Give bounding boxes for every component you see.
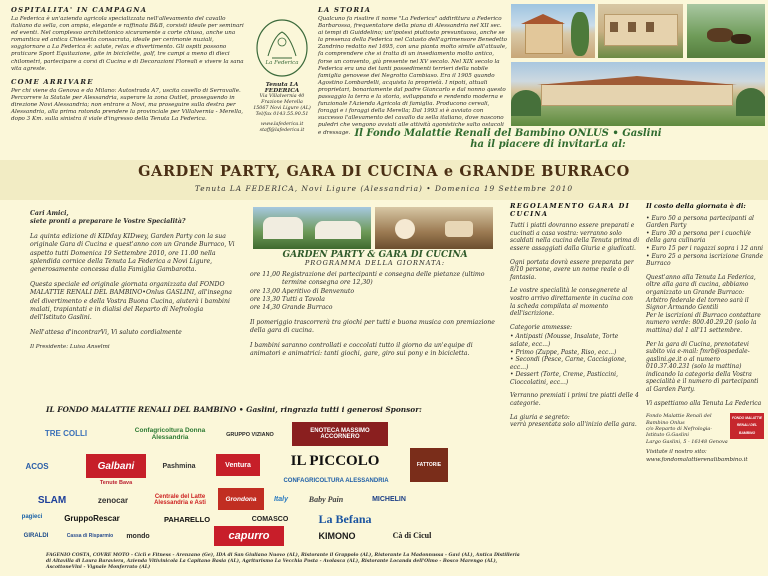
sponsor-logo: Baby Pain [308, 494, 344, 504]
sponsors-title: IL FONDO MALATTIE RENALI DEL BAMBINO • Gaslini, ringrazia tutti i generosi Sponsor: [46, 405, 422, 414]
sponsor-logo: ACOS [25, 461, 49, 471]
costo-title: Il costo della giornata è di: [646, 202, 746, 210]
letter-paragraph-1: La quinta edizione di KIDday KIDwey, Garden Party con la sua originale Gara di Cucina e quest'anno con un Grande Burraco, Vi aspetto tutti Domenica 19 Settembre 2010, ore 11.00 nella splendida cornice della Tenuta La Federica a Novi Ligure, generosamente concessa dalla Famiglia Gambarotta. [30, 232, 235, 274]
sponsor-logo: PAHARELLO [163, 514, 211, 524]
costo-item: • Euro 25 a persona iscrizione Grande Burraco [646, 252, 764, 268]
sponsor-logo: FATTORIE [410, 448, 448, 482]
letter-greeting: Cari Amici, siete pronti a preparare le Vostre Specialità? [30, 210, 186, 226]
categorie-list [510, 333, 640, 386]
come-arrivare-text: Per chi viene da Genova e da Milano: Autostrada A7, uscita casello di Serravalle. Percorrere la Statale per Alessandria, superare la zona Outlet, proseguendo in direzione Novi Alessandria; non entrare a Novi, ma proseguire sulla destra per Alessandria, alla prima rotonda prendere la provinciale per Villalvernia - Merella, dopo 3 Km. sulla sinistra il viale d'ingresso della Tenuta La Federica. [11, 87, 244, 123]
schedule-row: ore 11,00 Registrazione dei partecipanti e consegna delle pietanze (ultimo termine consegna ore 12,30) [250, 270, 485, 287]
sponsor-logo: Tenute Bava [99, 480, 133, 486]
sponsor-logo: GRUPPO VIZIANO [226, 432, 274, 438]
categoria-item: • Primo (Zuppe, Paste, Riso, ecc...) [510, 348, 617, 356]
sponsor-logo: capurro [214, 526, 284, 546]
sponsor-logo: Centrale del Latte Alessandria e Asti [154, 494, 206, 506]
sponsor-logo: CONFAGRICOLTURA ALESSANDRIA [283, 478, 389, 484]
ospitalita-text: La Federica è un'azienda agricola specializzata nell'allevamento del cavallo italiano da sella, con ampia, elegante e raffinata B&B, corsisti ideale per seminari ed eventi. Nel complesso architettonico sicuramente a corte chiusa, anche una romantica ed antica Chiesetta consacrata, ideale per cerimonie nuziali, soggiornare a La Federica è: salute, relax e divertimento. Gli ospiti possono praticare Sport Equitazione, gite in biciclette, golf, tre campi a meno di dieci chilometri, partecipare a corsi di Cucina e di Decorazioni Floreali e vivere la sana vita agreste. [11, 16, 244, 72]
photo-courtyard [598, 4, 683, 58]
top-left-panel [11, 6, 245, 123]
photo-chapel [511, 4, 595, 58]
regolamento-paragraph-5: La giuria e segreto: verrà presentata solo all'inizio della gara. [510, 413, 637, 429]
categoria-item: • Secondi (Pesce, Carne, Cacciagione, ecc...) [510, 356, 627, 371]
logo-text: La Federica [265, 60, 299, 66]
fondo-address: Fondo Malattie Renali del Bambino Onlus c/o Reparto di Nefrologia-Istituto G.Gaslini Largo Gaslini, 5 - 16148 Genova [646, 413, 728, 445]
program-paragraph-1: Il pomeriggio trascorrerà tra giochi per tutti e buona musica con premiazione della gara di cucina. [250, 318, 495, 335]
costo-item: • Euro 50 a persona partecipanti al Garden Party [646, 214, 754, 230]
letter-panel [30, 210, 240, 358]
sponsor-logo: ENOTECA MASSIMO ACCORNERO [292, 422, 388, 446]
regolamento-title: REGOLAMENTO GARA DI CUCINA [510, 202, 631, 218]
photo-cooking [375, 207, 493, 249]
letter-signature: Il Presidente: Luisa Anselmi [30, 344, 110, 351]
costo-list [646, 215, 764, 268]
website-line[interactable]: Visitate il nostro sito: www.fondomalattierenalibambino.it [646, 449, 748, 463]
schedule-row: ore 13,30 Tutti a Tavola [250, 296, 325, 304]
storia-panel [318, 6, 508, 137]
contact-phone: Tel/fax 0143.55.90.51 [255, 112, 309, 117]
categoria-item: • Antipasti (Mousse, Insalate, Torte salate, ecc...) [510, 333, 619, 348]
regolamento-panel [510, 203, 640, 435]
prenotazione-paragraph: Per la gara di Cucina, prenotatevi subito via e-mail: fmrb@ospedale-gaslini.ge.it o al numero 010.37.40.231 (solo la mattina) indicando la categoria della Vostra specialità e il numero di partecipanti al Garden Party. [646, 340, 759, 394]
event-subtitle: Tenuta LA FEDERICA, Novi Ligure (Alessandria) • Domenica 19 Settembre 2010 [194, 184, 574, 193]
sponsor-logo: GIRALDI [23, 533, 49, 539]
sponsor-logo: TRE COLLI [44, 428, 88, 438]
invite-header [250, 128, 766, 150]
program-paragraph-2: I bambini saranno controllati e coccolati tutto il giorno da un'equipe di animatori e animatrici: tanti giochi, gare, giro sui pony e in bicicletta. [250, 341, 473, 358]
sponsor-logo: Ventura [216, 454, 260, 476]
sponsor-logo: mondo [126, 532, 150, 540]
contact-address-2: Frazione Merella [261, 100, 303, 105]
regolamento-paragraph-2: Ogni portata dovrà essere preparata per 8/10 persone, avere un nome reale o di fantasia. [510, 258, 634, 281]
letter-closing: Nell'attesa d'incontrarVi, Vi saluto cordialmente [30, 328, 182, 336]
sponsor-logo: Cà di Cicul [392, 530, 432, 540]
letter-paragraph-2: Questa speciale ed originale giornata organizzata dal FONDO MALATTIE RENALI DEL BAMBINO•Onlus GASLINI, all'insegna del divertimento e della Vostra Buona Cucina, aiuterà i bambini malati, trapiantati e in dialisi del Reparto di Nefrologia dell'Istituto Gaslini. [30, 280, 232, 322]
sponsor-logo: Italy [273, 495, 288, 503]
storia-text: Qualcuno fa risalire il nome "La Federica" addirittura a Federico Barbarossa, frequentatore della piana di Alessandria nel XII sec. ai tempi di Guiddelino; un'ipotesi piuttosto presuntuosa, anche se la presenza della Federica nel Catasto dell'agrimensore Benedetto Zandrino redatto nel 1695, con una pianta molto simile all'attuale, fa comprendere che si tratta di un insediamento molto antico, forse un convento, già presente nel XV secolo. Nel XIX secolo la Federica era una dei tanti possedimenti terrieri della nobile famiglia genovese dei Negrotto Cambiaso. Era il 1905 quando Agostino Lombardelli, acquista la proprietà. I nipoti, attuali proprietari, bonariamente dal padre Giancarlo e dal nonno questo passaggio la terra e la storia, sviluppando e rendendo moderna e funzionale l'Azienda Agricola di famiglia. Producono cereali, foraggi e i foraggi della Merella; Dal 1993 si è avviato con successo l'allevamento del cavallo da sella italiano, dove nascono puledri che vengono avviati alle attività agonistiche salto ostacoli e dressage. [318, 16, 508, 136]
photo-estate-panorama [511, 62, 765, 126]
sponsor-logo: SLAM [37, 494, 67, 506]
sponsors-footer: FAGENIO COSTA, COVRE MOTO - Ciclì e Fitness - Arenzano (Ge), IDA di San Giuliano Nuovo (AL), Ristorante il Grappolo (AL), Ristorante La Madonnussa - Gavi (AL), Antica Distilleria di Altavilla di Laura Baraviera, Azienda Vitivinicola La Capitano Basia (AL), Agriturismo La Vecchia Posta - Avolasca (AL), Ristorante Locanda dell'Olmo - Bosco Marengo (AL), AscottoneVini - Vignale Monferrato (AL) [46, 553, 520, 570]
sponsor-logo: Galbani [86, 454, 146, 478]
sponsor-logo: COMASCO [251, 515, 289, 523]
invite-line-1: Il Fondo Malattie Renali del Bambino ONLUS • Gaslini [354, 128, 662, 139]
contact-block [248, 18, 316, 134]
program-subtitle: PROGRAMMA DELLA GIORNATA: [304, 259, 446, 268]
categoria-item: • Dessert (Torte, Creme, Pasticcini, Cioccolatini, ecc...) [510, 371, 618, 386]
photo-party [253, 207, 371, 249]
categorie-title: Categorie ammesse: [510, 323, 573, 331]
burraco-paragraph: Quest'anno alla Tenuta La Federica, oltre alla gara di cucina, abbiamo organizzato un Grande Burraco: Arbitro federale del torneo sarà il Signor Armando Gentili Per le iscrizioni di Burraco contattare numero verde: 800.40.29.20 (solo la mattina) dal 1 all'11 settembre. [646, 273, 761, 334]
la-federica-logo [254, 18, 310, 78]
sponsor-logo: La Befana [318, 511, 372, 526]
schedule-row: ore 14,30 Grande Burraco [250, 304, 333, 312]
sponsor-logo: IL PICCOLO [290, 452, 380, 469]
sponsor-logo: zenocar [97, 495, 129, 505]
sponsor-logo: Cassa di Risparmio [66, 533, 114, 539]
contact-email[interactable]: staff@lafederica.it [259, 128, 305, 133]
schedule-row: ore 13,00 Aperitivo di Benvenuto [250, 287, 355, 295]
program-title: GARDEN PARTY & GARA DI CUCINA [282, 250, 468, 260]
sponsor-logo: GruppoRescar [64, 513, 120, 523]
contact-website[interactable]: www.lafederica.it [260, 122, 304, 127]
contact-name: Tenuta LA FEDERICA [264, 82, 300, 94]
program-panel [250, 251, 500, 364]
sponsor-logo: MICHELIN [372, 495, 406, 503]
ospitalita-title: OSPITALITA' IN CAMPAGNA [11, 6, 148, 14]
contact-address-1: Via Villalvernia 40 [259, 94, 305, 99]
sponsor-logo: pagieci [21, 514, 43, 520]
storia-title: LA STORIA [318, 6, 372, 14]
fondo-logo: FONDO MALATTIE RENALI DEL BAMBINO [730, 413, 764, 439]
regolamento-paragraph-3: Le vostre specialità le consegnerete al vostro arrivo direttamente in cucina con la scheda compilata al momento dell'iscrizione. [510, 287, 633, 318]
sponsor-logo: Grondona [218, 488, 264, 510]
costo-item: • Euro 30 a persona per i cuochi/e della gara culinaria [646, 229, 751, 245]
invite-line-2: ha il piacere di invitarLa al: [470, 139, 626, 150]
contact-address-3: 15067 Novi Ligure (AL) [253, 106, 311, 111]
sponsor-logos [6, 420, 762, 548]
sponsor-logo: KIMONO [318, 531, 356, 541]
regolamento-paragraph-4: Verranno premiati i primi tre piatti delle 4 categorie. [510, 392, 639, 408]
regolamento-paragraph-1: Tutti i piatti dovranno essere preparati e cucinati a casa vostra: verranno solo scaldati nella cucina della Tenuta prima di essere assaggiati dalla Giuria e giudicati. [510, 222, 640, 252]
sponsor-logo: Pashmina [162, 462, 196, 470]
come-arrivare-title: COME ARRIVARE [11, 77, 94, 86]
aspettiamo-line: Vi aspettiamo alla Tenuta La Federica [646, 399, 762, 407]
photo-horses [687, 4, 765, 58]
title-band [0, 160, 768, 200]
schedule [250, 271, 500, 313]
event-title: GARDEN PARTY, GARA DI CUCINA e GRANDE BURRACO [138, 163, 630, 180]
costo-item: • Euro 15 per i ragazzi sopra i 12 anni [646, 244, 764, 252]
sponsor-logo: Confagricoltura Donna Alessandria [134, 427, 206, 441]
